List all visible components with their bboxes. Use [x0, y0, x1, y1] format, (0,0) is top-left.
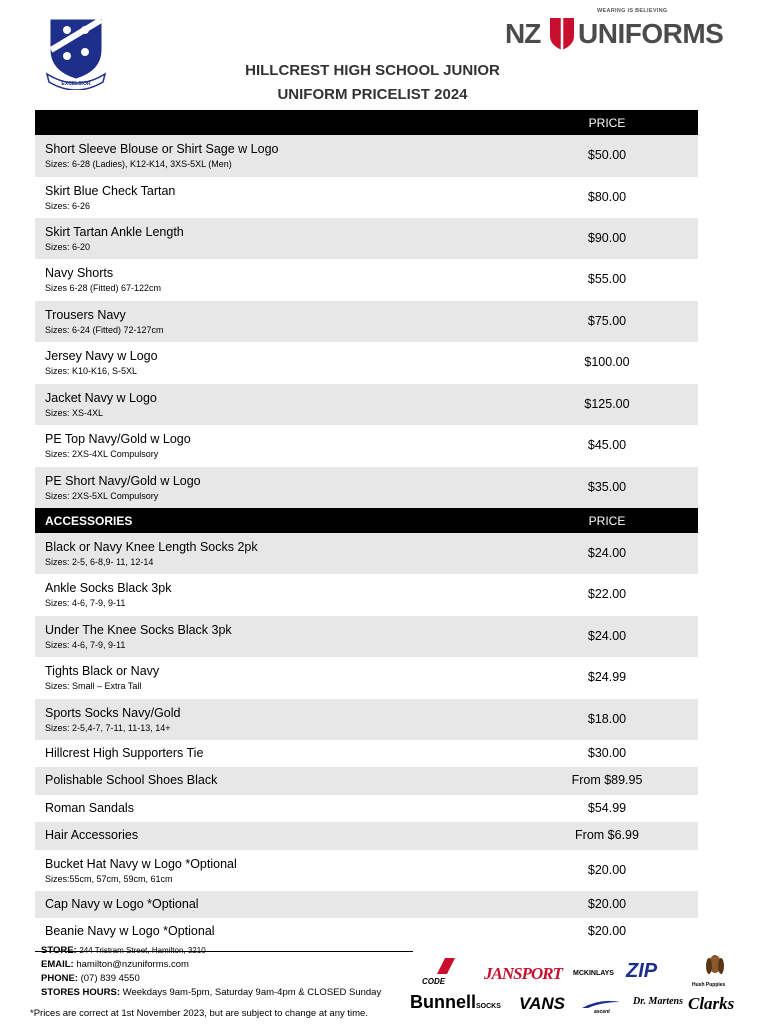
school-crest-logo — [45, 16, 107, 90]
hush-puppies-dog-icon — [704, 952, 726, 980]
email-label: EMAIL: — [41, 959, 74, 970]
item-price: $90.00 — [587, 231, 627, 245]
table-row — [35, 259, 698, 301]
item-sizes: Sizes:55cm, 57cm, 59cm, 61cm — [45, 874, 173, 884]
table-row — [35, 699, 698, 740]
item-name: Under The Knee Socks Black 3pk — [45, 623, 232, 637]
brand-nz: NZ — [505, 18, 541, 49]
item-price: $24.00 — [587, 629, 627, 643]
uniform-header — [35, 110, 698, 135]
item-name: Jacket Navy w Logo — [45, 391, 157, 405]
table-row — [35, 891, 698, 918]
item-price: $75.00 — [587, 314, 627, 328]
page-title-line2: UNIFORM PRICELIST 2024 — [277, 86, 468, 103]
bunnell-name: Bunnell — [410, 992, 476, 1012]
item-sizes: Sizes: 6-28 (Ladies), K12-K14, 3XS-5XL (Men) — [45, 159, 232, 169]
crest-motto: EXCELSIOR — [61, 81, 91, 87]
item-sizes: Sizes: 6-24 (Fitted) 72-127cm — [45, 325, 164, 335]
page-title-line1: HILLCREST HIGH SCHOOL JUNIOR — [245, 62, 500, 79]
table-row — [35, 467, 698, 508]
item-name: PE Short Navy/Gold w Logo — [45, 474, 201, 488]
hush-puppies-logo: Hush Puppies — [692, 982, 726, 988]
accessories-header — [35, 508, 698, 533]
item-price: $20.00 — [587, 863, 627, 877]
item-price: $20.00 — [587, 897, 627, 911]
table-row — [35, 767, 698, 795]
table-row — [35, 574, 698, 616]
item-name: Tights Black or Navy — [45, 664, 160, 678]
accessories-price-header: PRICE — [588, 514, 626, 528]
item-name: Short Sleeve Blouse or Shirt Sage w Logo — [45, 142, 279, 156]
item-name: Jersey Navy w Logo — [45, 349, 158, 363]
item-name: Sports Socks Navy/Gold — [45, 706, 181, 720]
store-phone — [41, 972, 381, 986]
item-name: Bucket Hat Navy w Logo *Optional — [45, 857, 237, 871]
table-row — [35, 795, 698, 822]
uniform-price-header: PRICE — [588, 116, 626, 130]
store-hours — [41, 986, 381, 1000]
item-price: $100.00 — [584, 355, 630, 369]
item-name: PE Top Navy/Gold w Logo — [45, 432, 191, 446]
table-row — [35, 135, 698, 177]
code-logo-icon — [433, 956, 459, 976]
item-sizes: Sizes: 4-6, 7-9, 9-11 — [45, 598, 126, 608]
table-row — [35, 822, 698, 850]
bunnell-logo — [410, 992, 501, 1013]
accessories-section-label: ACCESSORIES — [45, 514, 133, 528]
item-sizes: Sizes: XS-4XL — [45, 408, 104, 418]
item-sizes: Sizes: 2-5,4-7, 7-11, 11-13, 14+ — [45, 723, 171, 733]
item-price: $50.00 — [587, 148, 627, 162]
item-sizes: Sizes: 2XS-4XL Compulsory — [45, 449, 159, 459]
item-price: $24.99 — [587, 670, 627, 684]
store-label: STORE: — [41, 945, 77, 956]
table-row — [35, 850, 698, 891]
table-row — [35, 918, 698, 945]
phone-label: PHONE: — [41, 973, 78, 984]
table-row — [35, 616, 698, 657]
clarks-logo: Clarks — [688, 994, 735, 1013]
store-info — [41, 944, 381, 1000]
phone-value: (07) 839 4550 — [80, 973, 140, 984]
item-price: $55.00 — [587, 272, 627, 286]
brand-uniforms: UNIFORMS — [578, 18, 724, 49]
zip-logo: ZIP — [626, 960, 658, 982]
table-row — [35, 177, 698, 218]
ascent-logo: ascent — [594, 1009, 610, 1015]
item-sizes: Sizes: 2-5, 6-8,9- 11, 12-14 — [45, 557, 154, 567]
item-name: Cap Navy w Logo *Optional — [45, 897, 199, 911]
item-name: Trousers Navy — [45, 308, 126, 322]
item-price: From $6.99 — [575, 828, 639, 842]
hours-label: STORES HOURS: — [41, 987, 121, 998]
item-price: $35.00 — [587, 480, 627, 494]
item-sizes: Sizes: 6-20 — [45, 242, 91, 252]
item-sizes: Sizes: 6-26 — [45, 201, 91, 211]
brand-logos — [408, 950, 758, 1022]
item-price: From $89.95 — [571, 773, 643, 787]
item-sizes: Sizes: Small – Extra Tall — [45, 681, 142, 691]
item-sizes: Sizes: 2XS-5XL Compulsory — [45, 491, 159, 501]
table-row — [35, 301, 698, 342]
item-name: Hillcrest High Supporters Tie — [45, 746, 204, 760]
item-name: Navy Shorts — [45, 266, 114, 280]
hours-value: Weekdays 9am-5pm, Saturday 9am-4pm & CLOSED Sunday — [122, 987, 382, 998]
item-name: Skirt Tartan Ankle Length — [45, 225, 184, 239]
item-sizes: Sizes: 4-6, 7-9, 9-11 — [45, 640, 126, 650]
bunnell-sub: SOCKS — [476, 1003, 501, 1010]
table-row — [35, 425, 698, 467]
table-row — [35, 342, 698, 384]
store-email — [41, 958, 381, 972]
item-price: $18.00 — [587, 712, 627, 726]
uniform-rows — [35, 135, 698, 508]
dr-martens-logo: Dr. Martens — [633, 996, 684, 1007]
item-name: Skirt Blue Check Tartan — [45, 184, 176, 198]
item-name: Beanie Navy w Logo *Optional — [45, 924, 215, 938]
item-name: Ankle Socks Black 3pk — [45, 581, 172, 595]
accessories-rows — [35, 533, 698, 945]
item-price: $22.00 — [587, 587, 627, 601]
item-price: $80.00 — [587, 190, 627, 204]
table-row — [35, 384, 698, 425]
vans-logo: VANS — [519, 994, 565, 1013]
table-row — [35, 740, 698, 767]
table-row — [35, 657, 698, 699]
item-price: $54.99 — [587, 801, 627, 815]
item-price: $20.00 — [587, 924, 627, 938]
item-price: $24.00 — [587, 546, 627, 560]
brand-shield-icon — [547, 16, 577, 50]
table-row — [35, 533, 698, 574]
price-table — [35, 110, 698, 945]
item-sizes: Sizes: K10-K16, S-5XL — [45, 366, 138, 376]
code-logo: CODE — [422, 977, 446, 986]
item-name: Polishable School Shoes Black — [45, 773, 218, 787]
mckinlays-logo: MCKINLAYS — [573, 970, 614, 977]
table-row — [35, 218, 698, 259]
store-value: 244 Tristram Street, Hamilton, 3210 — [79, 946, 206, 955]
nz-uniforms-logo — [505, 8, 745, 52]
item-name: Hair Accessories — [45, 828, 139, 842]
item-sizes: Sizes 6-28 (Fitted) 67-122cm — [45, 283, 162, 293]
item-price: $125.00 — [584, 397, 630, 411]
item-name: Black or Navy Knee Length Socks 2pk — [45, 540, 258, 554]
item-price: $30.00 — [587, 746, 627, 760]
item-name: Roman Sandals — [45, 801, 134, 815]
email-value: hamilton@nzuniforms.com — [76, 959, 189, 970]
jansport-logo: JANSPORT — [484, 964, 562, 983]
item-price: $45.00 — [587, 438, 627, 452]
store-address — [41, 944, 381, 958]
brand-tagline: WEARING IS BELIEVING — [597, 8, 668, 14]
price-disclaimer: *Prices are correct at 1st November 2023, but are subject to change at any time. — [30, 1008, 368, 1019]
